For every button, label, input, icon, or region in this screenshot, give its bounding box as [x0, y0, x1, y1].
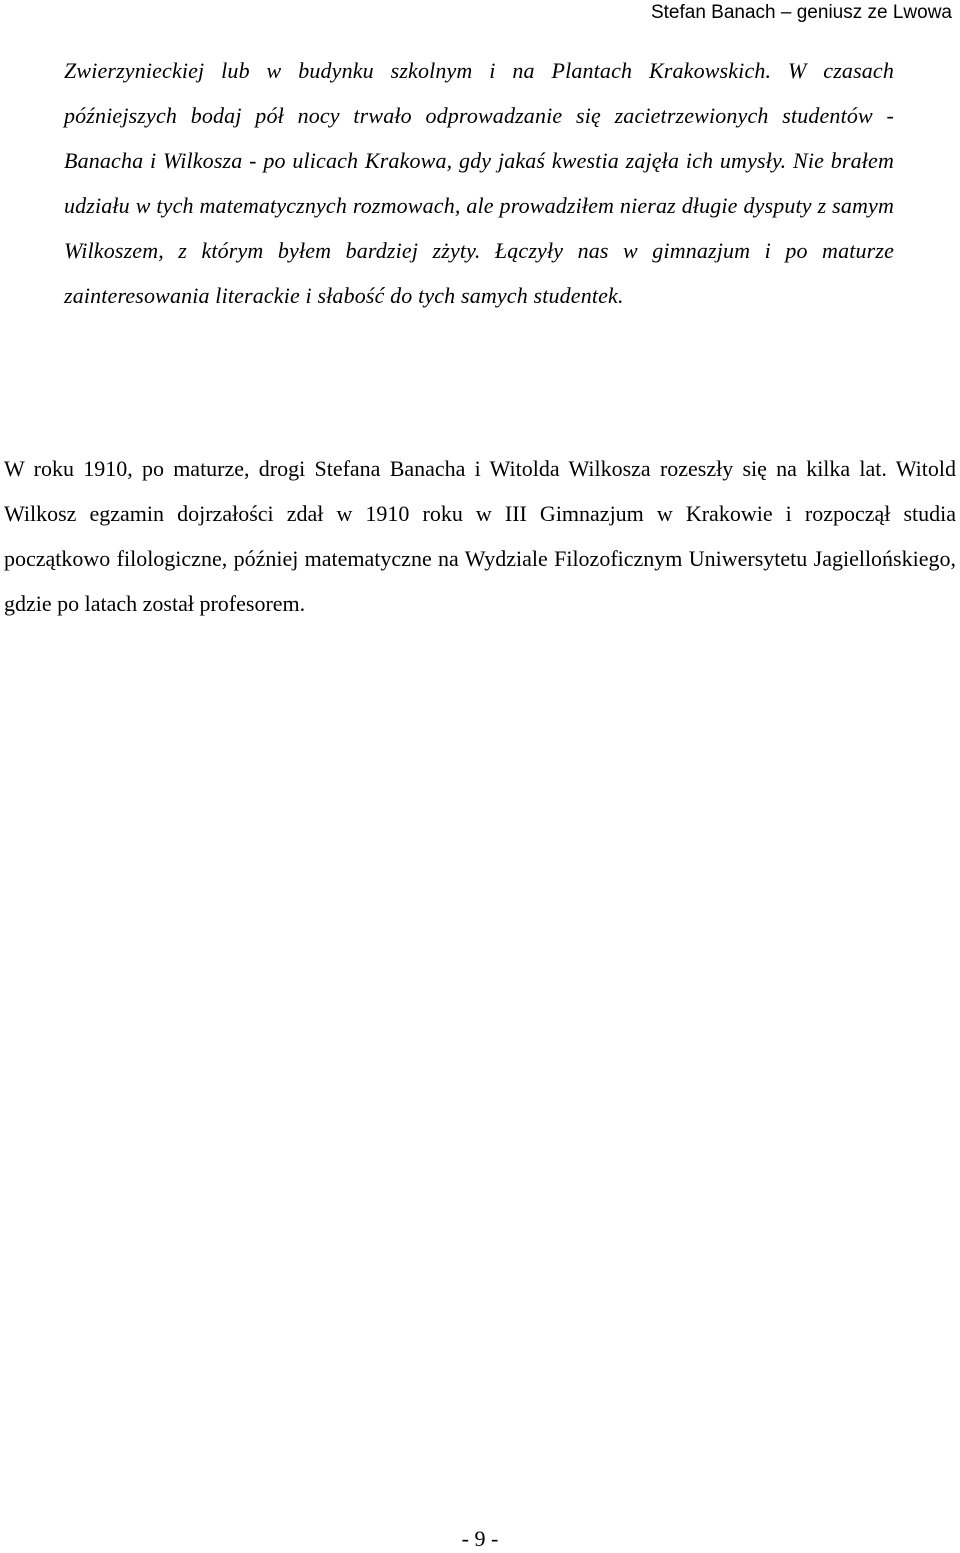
page-number: - 9 -	[461, 1526, 499, 1551]
running-header-title: Stefan Banach – geniusz ze Lwowa	[650, 2, 952, 23]
quote-paragraph: Zwierzynieckiej lub w budynku szkolnym i na Plantach Krakowskich. W czasach późniejszych bodaj pół nocy trwało odprowadzanie się zacietrzewionych studentów - Banacha i Wilkosza - po ulicach Krakowa, gdy jakaś kwestia zajęła ich umysły. Nie brałem udziału w tych matematycznych rozmowach, ale prowadziłem nieraz długie dysputy z samym Wilkoszem, z którym byłem bardziej zżyty. Łączyły nas w gimnazjum i po maturze zainteresowania literackie i słabość do tych samych studentek.	[64, 58, 894, 308]
body-paragraph: W roku 1910, po maturze, drogi Stefana Banacha i Witolda Wilkosza rozeszły się na kilka lat. Witold Wilkosz egzamin dojrzałości zdał w 1910 roku w III Gimnazjum w Krakowie i rozpoczął studia początkowo filologiczne, później matematyczne na Wydziale Filozoficznym Uniwersytetu Jagiellońskiego, gdzie po latach został profesorem.	[4, 456, 956, 616]
